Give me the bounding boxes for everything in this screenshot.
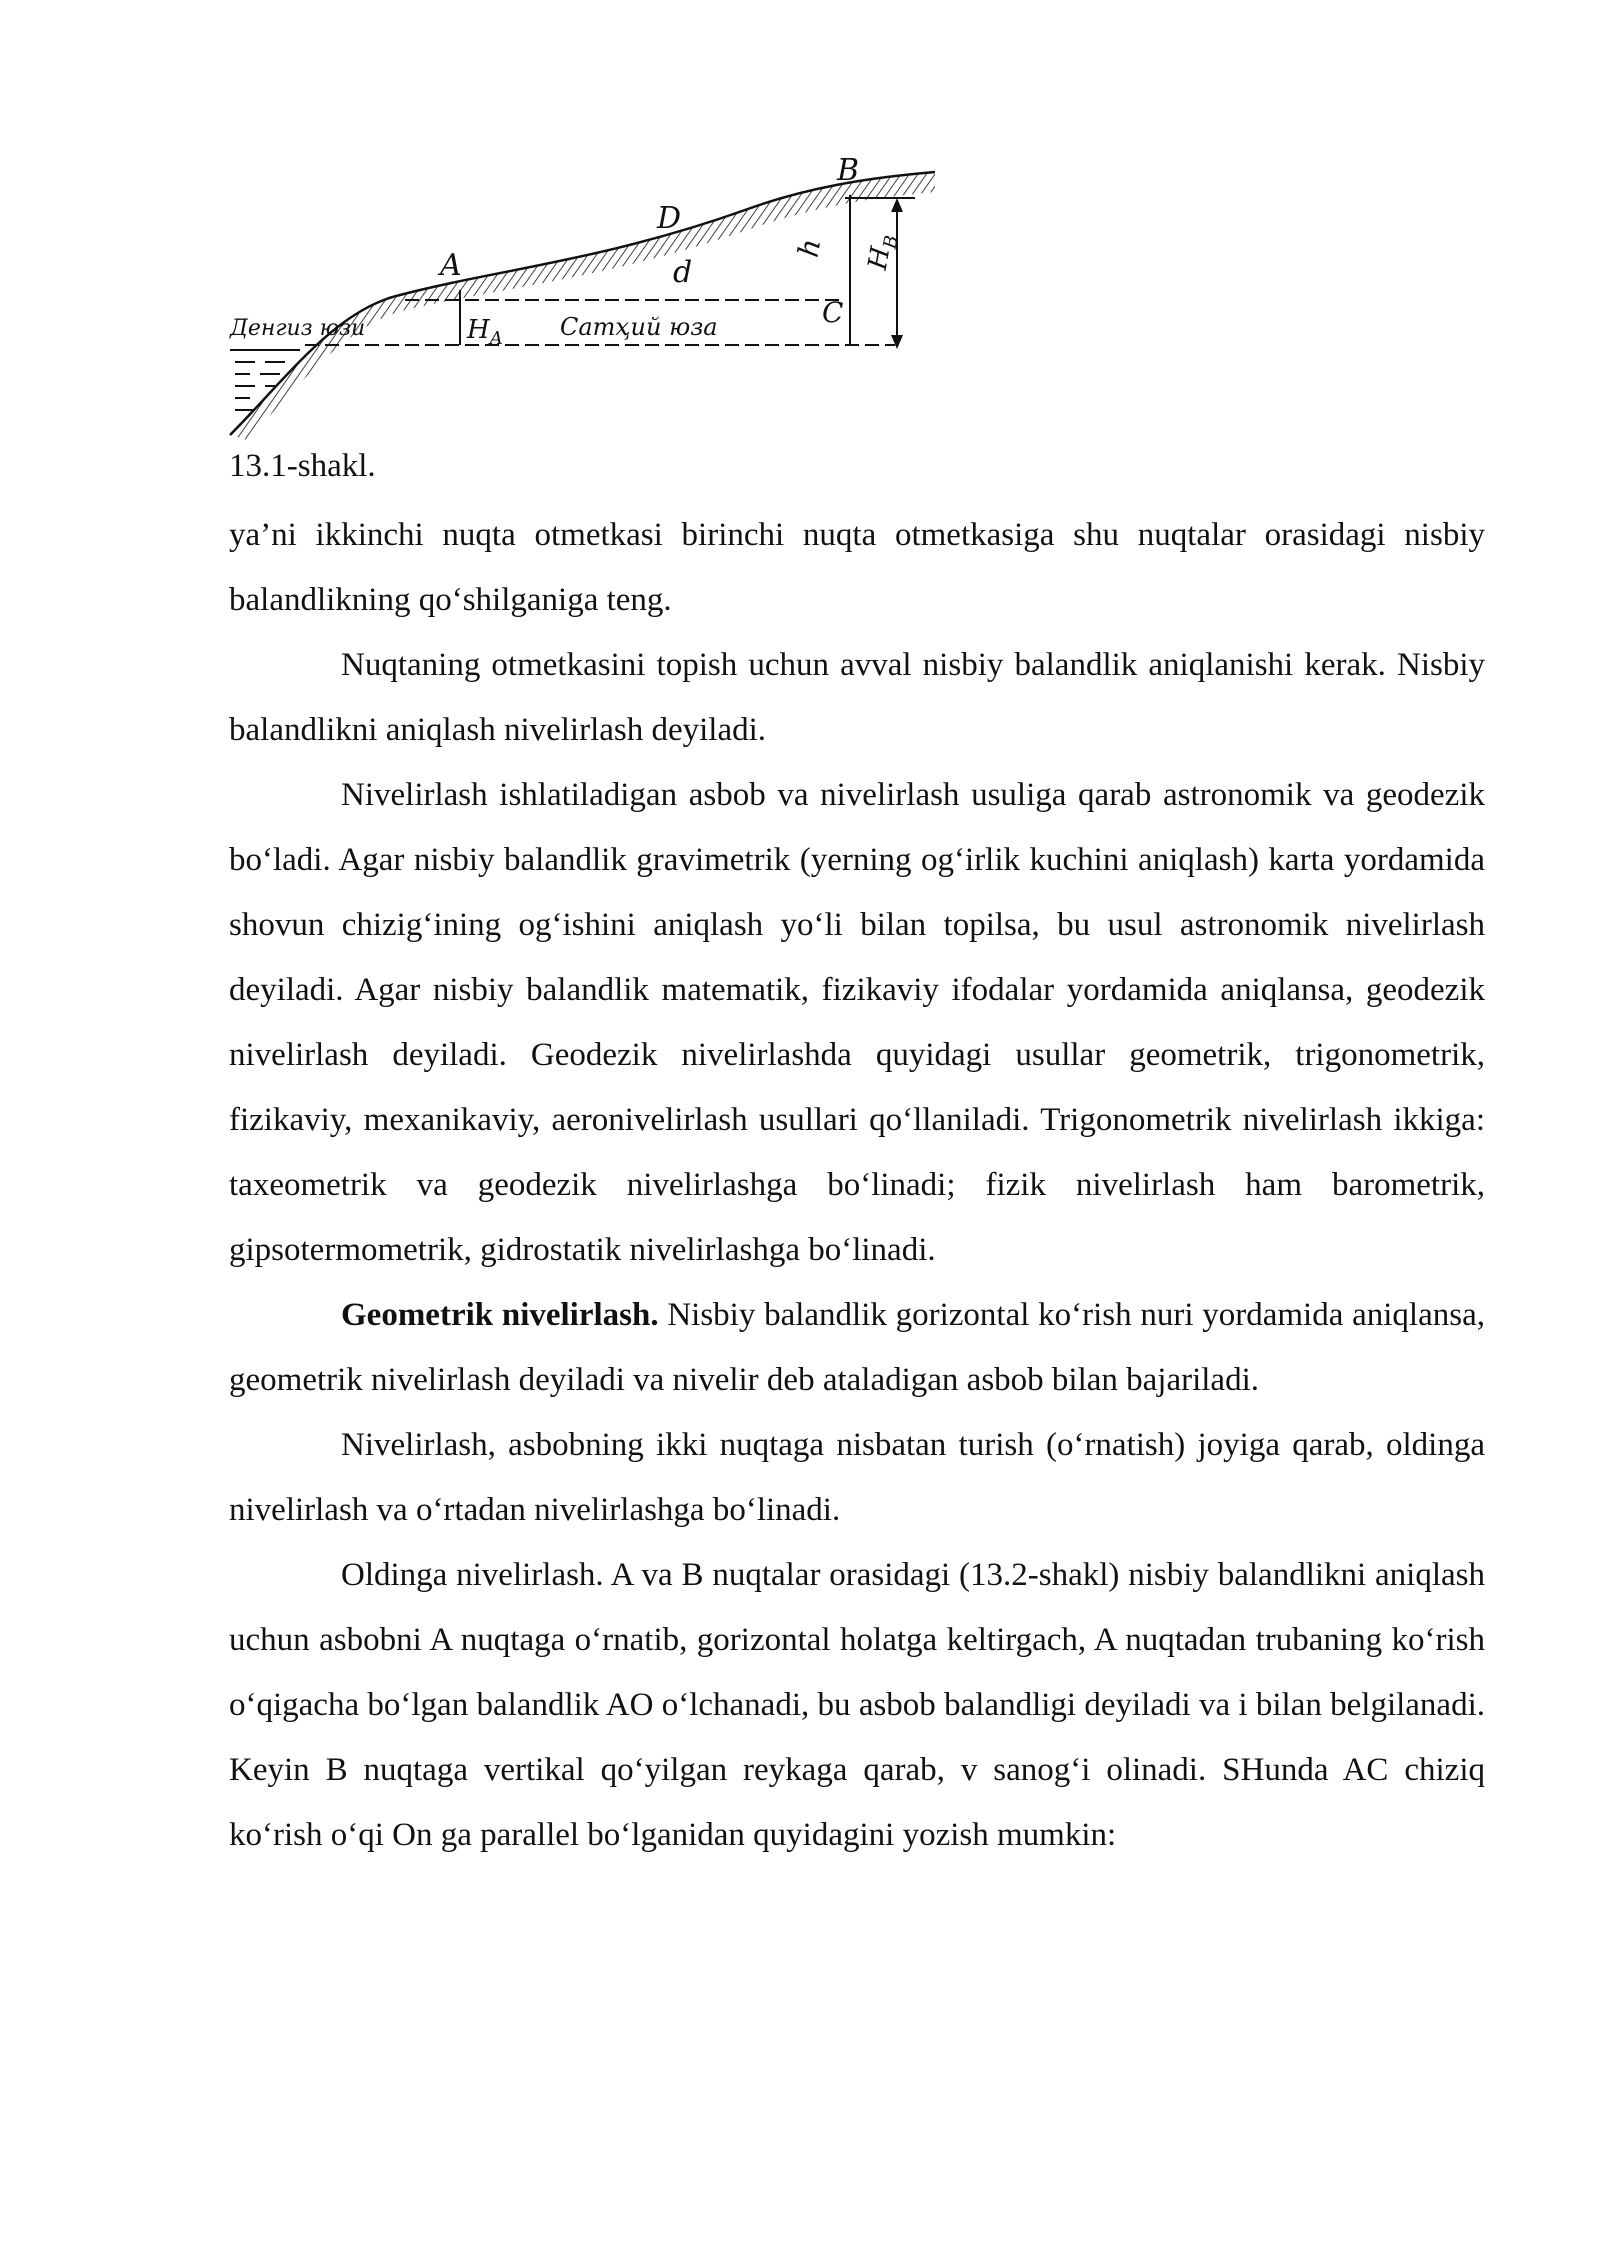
- paragraph-4: [229, 1283, 1485, 1413]
- terrain-profile-diagram: [225, 150, 945, 440]
- figure-caption: 13.1-shakl.: [229, 448, 376, 484]
- paragraph-4-text: Nisbiy balandlik gorizontal ko‘rish nuri yordamida aniqlansa, geometrik nivelirlash deyiladi va nivelir deb ataladigan asbob bilan bajariladi.: [229, 1297, 1485, 1398]
- paragraph-1: ya’ni ikkinchi nuqta otmetkasi birinchi nuqta otmetkasiga shu nuqtalar orasidagi nisbiy balandlikning qo‘shilganiga teng.: [229, 517, 1485, 618]
- body-text: [229, 503, 1485, 1868]
- paragraph-2: Nuqtaning otmetkasini topish uchun avval nisbiy balandlik aniqlanishi kerak. Nisbiy balandlikni aniqlash nivelirlash deyiladi.: [229, 647, 1485, 748]
- label-b: B: [837, 153, 860, 188]
- hb-arrow-top: [891, 198, 903, 212]
- label-sea-surface: Денгиз юзи: [230, 316, 366, 341]
- label-d-lower: d: [673, 255, 693, 290]
- label-hb: $H_B$: [862, 233, 903, 273]
- paragraph-6: Oldinga nivelirlash. A va B nuqtalar orasidagi (13.2-shakl) nisbiy balandlikni aniqlash uchun asbobni A nuqtaga o‘rnatib, gorizontal holatga keltirgach, A nuqtadan trubaning ko‘rish o‘qigacha bo‘lgan balandlik AO o‘lchanadi, bu asbob balandligi deyiladi va i bilan belgilanadi. Keyin B nuqtaga vertikal qo‘yilgan reykaga qarab, v sanog‘i olinadi. SHunda AC chiziq ko‘rish o‘qi On ga parallel bo‘lganidan quyidagini yozish mumkin:: [229, 1557, 1485, 1853]
- paragraph-5: Nivelirlash, asbobning ikki nuqtaga nisbatan turish (o‘rnatish) joyiga qarab, oldinga nivelirlash va o‘rtadan nivelirlashga bo‘linadi.: [229, 1427, 1485, 1528]
- terrain-profile-figure: [225, 150, 945, 440]
- label-ha: $H_A$: [467, 315, 503, 349]
- label-d-upper: D: [657, 201, 682, 236]
- label-h: h: [791, 236, 828, 260]
- label-c: C: [822, 296, 844, 329]
- section-heading-geometrik: Geometrik nivelirlash.: [341, 1297, 659, 1333]
- paragraph-3: Nivelirlash ishlatiladigan asbob va nivelirlash usuliga qarab astronomik va geodezik bo‘ladi. Agar nisbiy balandlik gravimetrik (yerning og‘irlik kuchini aniqlash) karta yordamida shovun chizig‘ining og‘ishini aniqlash yo‘li bilan topilsa, bu usul astronomik nivelirlash deyiladi. Agar nisbiy balandlik matematik, fizikaviy ifodalar yordamida aniqlansa, geodezik nivelirlash deyiladi. Geodezik nivelirlashda quyidagi usullar geometrik, trigonometrik, fizikaviy, mexanikaviy, aeronivelirlash usullari qo‘llaniladi. Trigonometrik nivelirlash ikkiga: taxeometrik va geodezik nivelirlashga bo‘linadi; fizik nivelirlash ham barometrik, gipsotermometrik, gidrostatik nivelirlashga bo‘linadi.: [229, 777, 1485, 1268]
- hb-arrow-bottom: [891, 335, 903, 349]
- label-a: A: [440, 248, 462, 283]
- label-level-surface: Сатҳий юза: [560, 313, 718, 341]
